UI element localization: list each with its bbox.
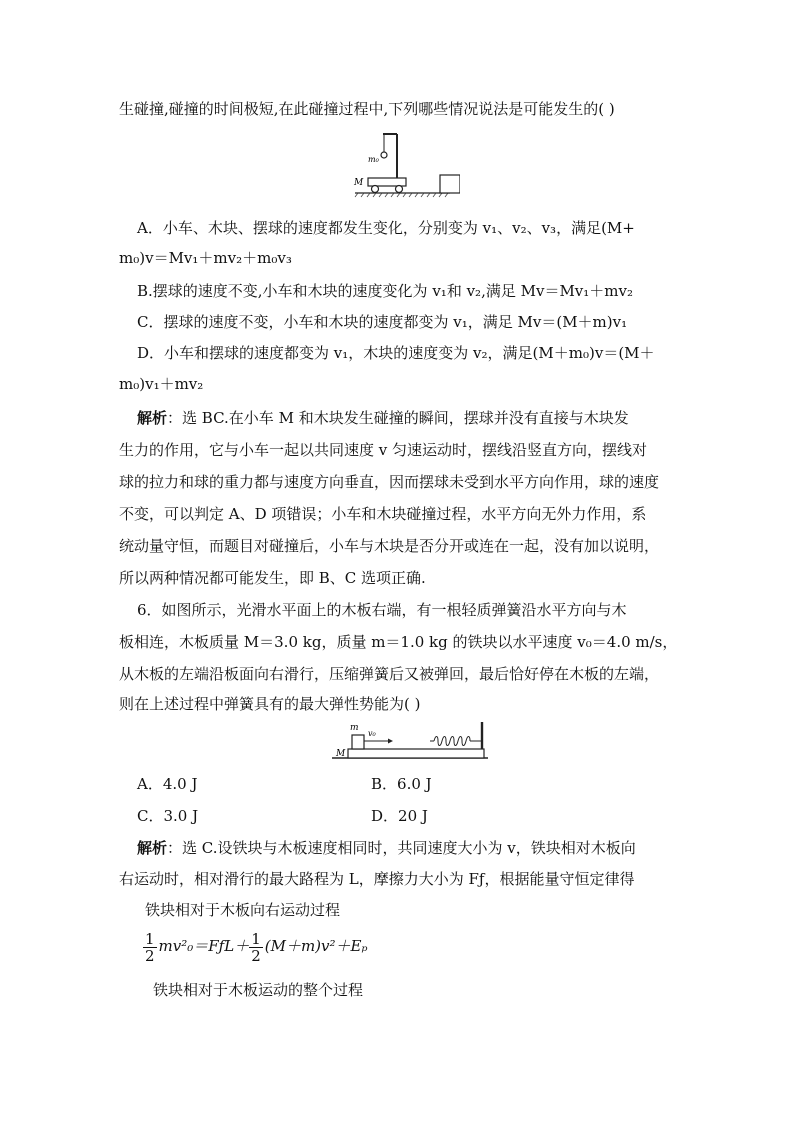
spring [434, 737, 470, 746]
sol6-equation [143, 928, 367, 964]
sol6-text1: ：选 C.设铁块与木板速度相同时，共同速度大小为 v，铁块相对木板向 [167, 839, 636, 857]
sol6-line3: 铁块相对于木板向右运动过程 [145, 901, 341, 919]
sol5-line3: 球的拉力和球的重力都与速度方向垂直，因而摆球未受到水平方向作用，球的速度 [119, 473, 660, 491]
label-m: m [350, 723, 359, 733]
q5-intro: 生碰撞,碰撞的时间极短,在此碰撞过程中,下列哪些情况说法是可能发生的( ) [119, 100, 615, 118]
pendulum-bob [381, 152, 387, 158]
q6-option-d: D．20 J [371, 807, 428, 825]
wooden-board [348, 749, 484, 758]
q5-option-d-line2: m₀)v₁＋mv₂ [119, 375, 204, 393]
sol6-line4: 铁块相对于木板运动的整个过程 [153, 981, 364, 999]
sol5-label: 解析 [137, 409, 168, 427]
frac2-numerator: 1 [251, 929, 261, 948]
iron-block [352, 735, 364, 749]
label-M: M [354, 178, 364, 188]
sol5-line6: 所以两种情况都可能发生，即 B、C 选项正确. [119, 569, 426, 587]
equation-fraction-1 [143, 931, 157, 964]
label-m0: m₀ [368, 155, 379, 164]
q5-option-d-line1: D．小车和摆球的速度都变为 v₁，木块的速度变为 v₂，满足(M＋m₀)v＝(M＋ [137, 344, 655, 362]
frac1-denominator: 2 [145, 946, 155, 965]
q5-option-a-line1: A．小车、木块、摆球的速度都发生变化，分别变为 v₁、v₂、v₃，满足(M+ [137, 219, 635, 237]
q6-line4: 则在上述过程中弹簧具有的最大弹性势能为( ) [119, 695, 421, 713]
sol6-line1 [137, 838, 636, 858]
frac1-numerator: 1 [145, 929, 155, 948]
sol5-line1 [137, 408, 629, 428]
velocity-arrow-head [388, 739, 393, 744]
sol5-text1: ：选 BC.在小车 M 和木块发生碰撞的瞬间，摆球并没有直接与木块发 [167, 409, 629, 427]
q6-line2: 板相连，木板质量 M＝3.0 kg，质量 m＝1.0 kg 的铁块以水平速度 v₀＝4.0 m/s， [119, 633, 678, 651]
q6-line1: 6．如图所示，光滑水平面上的木板右端，有一根轻质弹簧沿水平方向与木 [137, 601, 627, 619]
sol6-line2: 右运动时，相对滑行的最大路程为 L，摩擦力大小为 Fƒ，根据能量守恒定律得 [119, 870, 635, 888]
equation-fraction-2 [249, 931, 263, 964]
equation-part-2: (M＋m)v²＋Eₚ [264, 937, 368, 955]
cart-wheel-left [372, 186, 379, 193]
sol5-line4: 不变，可以判定 A、D 项错误；小车和木块碰撞过程，水平方向无外力作用，系 [119, 505, 647, 523]
q6-option-c: C．3.0 J [137, 807, 199, 825]
q5-option-a-line2: m₀)v＝Mv₁＋mv₂＋m₀v₃ [119, 249, 292, 267]
frac2-denominator: 2 [251, 946, 261, 965]
label-v0: v₀ [368, 729, 376, 738]
q6-option-b: B．6.0 J [371, 775, 432, 793]
q5-option-c: C．摆球的速度不变，小车和木块的速度都变为 v₁，满足 Mv＝(M＋m)v₁ [137, 313, 628, 331]
figure-cart-pendulum [350, 128, 460, 200]
cart-wheel-right [396, 186, 403, 193]
q5-option-b: B.摆球的速度不变,小车和木块的速度变化为 v₁和 v₂,满足 Mv＝Mv₁＋mv₂ [137, 282, 633, 300]
figure-board-spring [330, 714, 490, 764]
cart-body [368, 178, 406, 186]
wooden-block [440, 175, 460, 193]
q6-line3: 从木板的左端沿板面向右滑行，压缩弹簧后又被弹回，最后恰好停在木板的左端， [119, 665, 660, 683]
equation-part-1: mv²₀＝FƒL＋ [158, 937, 250, 955]
sol6-label: 解析 [137, 839, 168, 857]
label-M: M [336, 749, 346, 759]
q6-option-a: A．4.0 J [137, 775, 198, 793]
sol5-line2: 生力的作用，它与小车一起以共同速度 v 匀速运动时，摆线沿竖直方向，摆线对 [119, 441, 648, 459]
sol5-line5: 统动量守恒，而题目对碰撞后，小车与木块是否分开或连在一起，没有加以说明， [119, 537, 660, 555]
